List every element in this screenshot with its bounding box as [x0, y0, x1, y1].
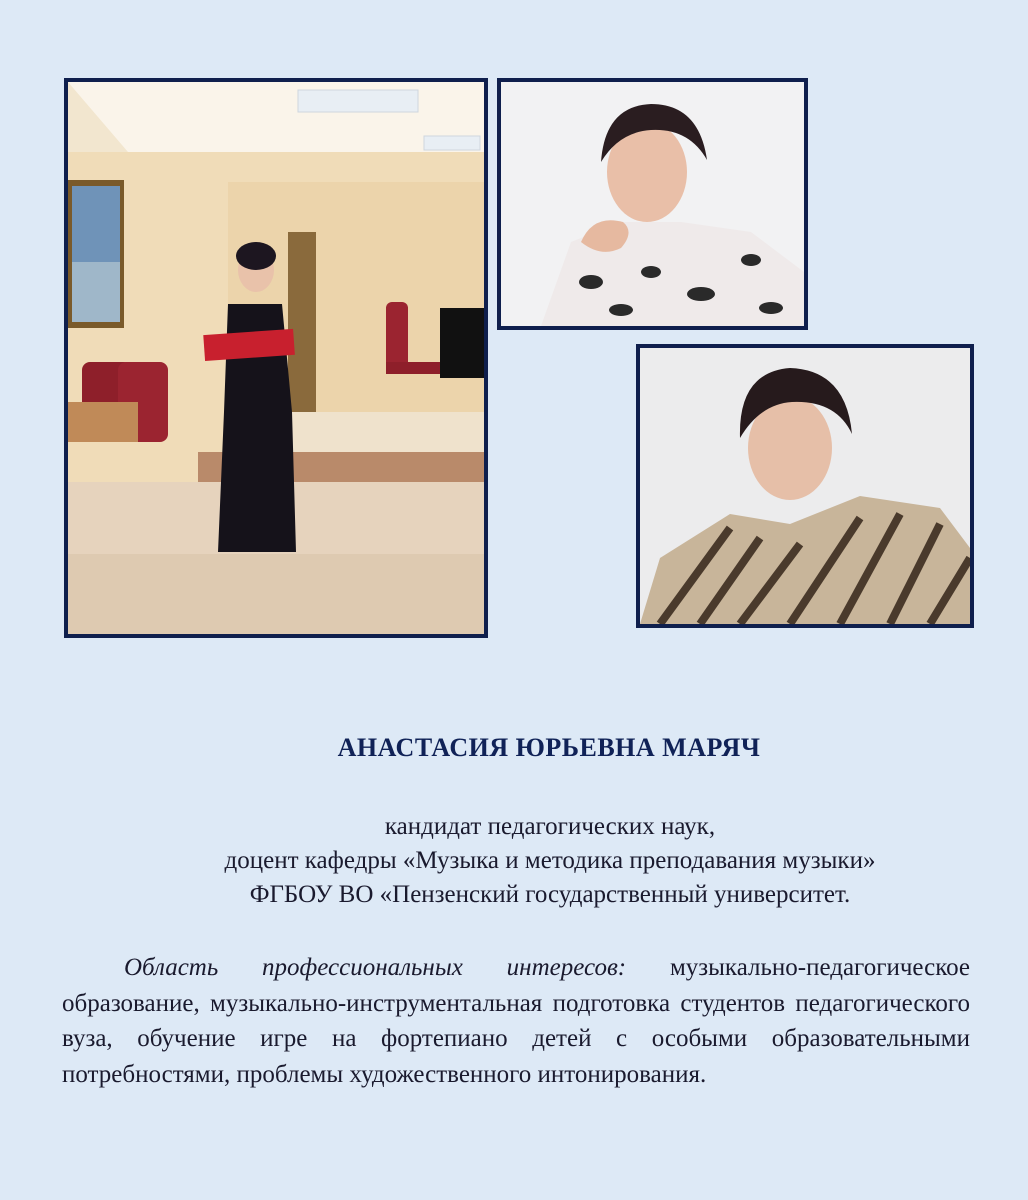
credential-line: кандидат педагогических наук,: [384, 813, 716, 840]
interests-label: Область профессиональных интересов:: [124, 954, 627, 981]
credential-line: ФГБОУ ВО «Пензенский государственный университет.: [249, 881, 851, 908]
portrait-1-photo: [497, 78, 808, 330]
person-name: АНАСТАСИЯ ЮРЬЕВНА МАРЯЧ: [337, 733, 761, 762]
interests-paragraph: [62, 950, 970, 1092]
interests-text: музыкально-педагогическое образование, музыкально-инструментальная подготовка студентов педагогического вуза, обучение игре на фортепиано детей с особыми образовательными потребностями, проблемы художественного интонирования.: [62, 954, 970, 1088]
credential-line: доцент кафедры «Музыка и методика преподавания музыки»: [224, 847, 876, 874]
concert-hall-photo: [64, 78, 488, 638]
credentials: [100, 810, 1000, 912]
portrait-2-photo: [636, 344, 974, 628]
